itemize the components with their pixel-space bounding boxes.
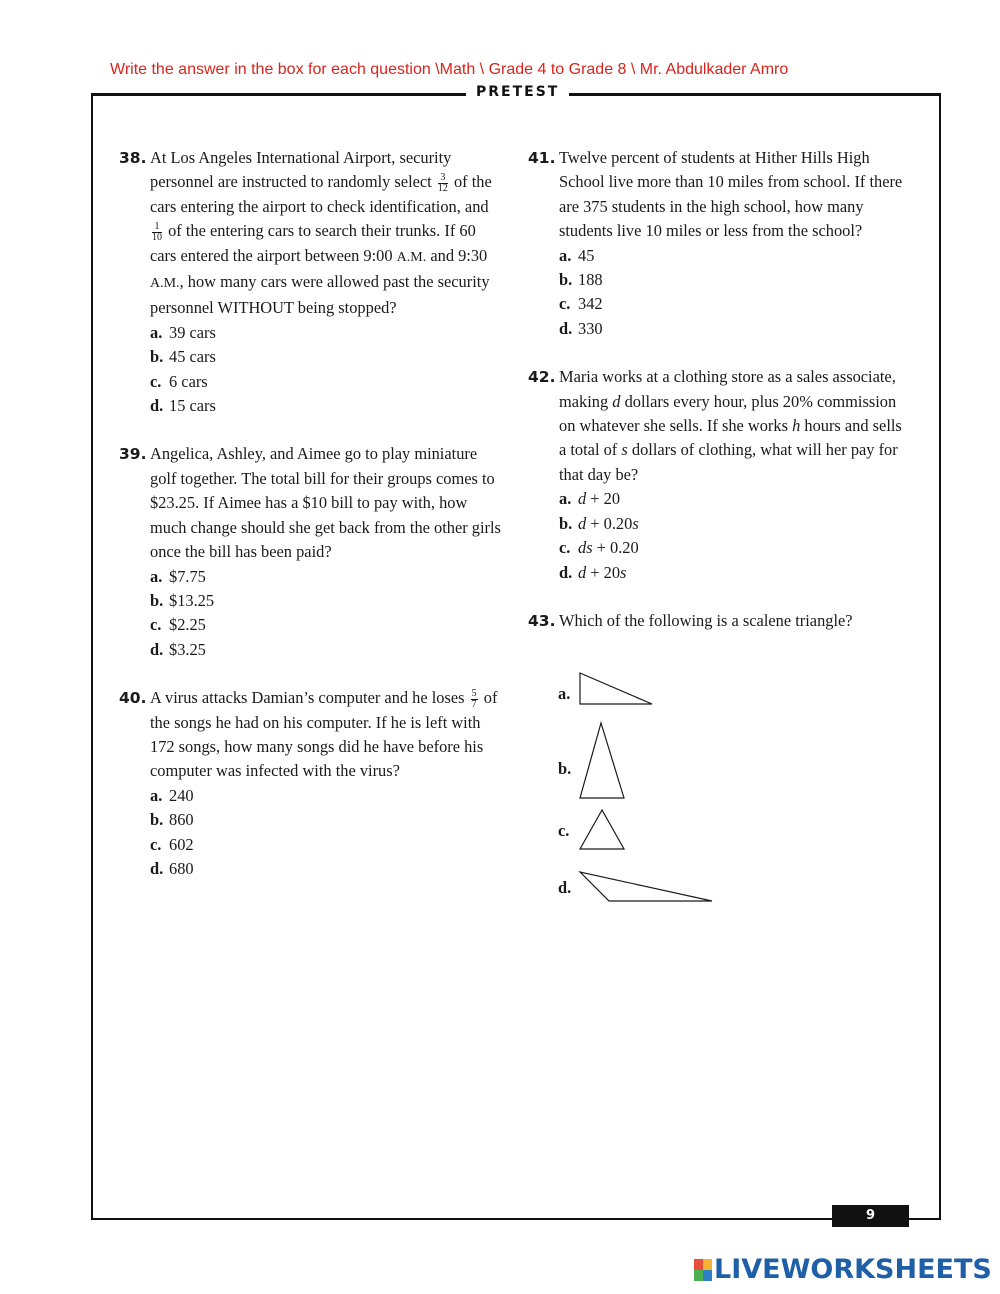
choice-c[interactable]: c. ds + 0.20 (559, 538, 639, 558)
question-number: 42. (528, 368, 556, 387)
question-number: 40. (119, 689, 147, 708)
choice-a[interactable]: a. 45 (559, 245, 595, 265)
fraction: $\frac{5}{7}$ (471, 687, 477, 710)
page-number: 9 (832, 1205, 909, 1227)
choice-a[interactable]: a. 39 cars (150, 322, 216, 342)
brand-name: LIVEWORKSHEETS (714, 1254, 992, 1285)
triangle-b (580, 723, 624, 798)
choice-b[interactable]: b. 188 (559, 270, 603, 290)
choice-d[interactable]: d. $3.25 (150, 639, 206, 659)
question-number: 41. (528, 149, 556, 167)
liveworksheets-logo (694, 1253, 992, 1287)
triangle-a (580, 673, 652, 704)
question-text: A virus attacks Damian’s computer and he loses $\frac{5}{7}$ of the songs he had on his computer. If he is left with 172 songs, how many songs did he have before his computer was infected with the virus? (150, 687, 498, 781)
fraction: $\frac{3}{12}$ (437, 172, 448, 195)
section-label: PRETEST (466, 84, 569, 100)
choice-c[interactable]: c. 602 (150, 834, 194, 854)
choice-b[interactable]: b. 45 cars (150, 347, 216, 367)
triangle-d (580, 872, 712, 901)
question-number: 38. (119, 149, 147, 167)
choice-c[interactable]: c. 342 (559, 294, 603, 314)
fraction: $\frac{1}{10}$ (152, 220, 162, 243)
choice-c[interactable]: c. 6 cars (150, 371, 208, 391)
question-text: At Los Angeles International Airport, security personnel are instructed to randomly select $\frac{3}{12}$ of the cars entering the airport to check identification, and $\frac{1}{10}$ of the entering cars to search their trunks. If 60 cars entered the airport between 9:00 A.M. and 9:30 A.M., how many cars were allowed past the security personnel WITHOUT being stopped? (150, 148, 492, 318)
question-number: 39. (119, 445, 147, 464)
triangle-c (580, 810, 624, 849)
question-text: Angelica, Ashley, and Aimee go to play miniature golf together. The total bill for their groups comes to $23.25. If Aimee has a $10 bill to pay with, how much change should she get back from the other girls once the bill has been paid? (150, 444, 501, 562)
choice-b[interactable]: b. $13.25 (150, 590, 215, 610)
choice-b[interactable]: b. 860 (150, 810, 194, 830)
choice-c[interactable]: c. (558, 821, 570, 840)
choice-d[interactable]: d. 680 (150, 858, 194, 878)
header-note: Write the answer in the box for each question \Math \ Grade 4 to Grade 8 \ Mr. Abdulkader Amro (110, 61, 789, 78)
question-text: Maria works at a clothing store as a sales associate, making d dollars every hour, plus 20% commission on whatever she sells. If she works h hours and sells a total of s dollars of clothing, what will her pay for that day be? (559, 367, 902, 484)
choice-a[interactable]: a. (558, 684, 571, 703)
choice-a[interactable]: a. 240 (150, 785, 194, 805)
choice-d[interactable]: d. d + 20s (559, 562, 627, 582)
question-text: Twelve percent of students at Hither Hills High School live more than 10 miles from school. If there are 375 students in the high school, how many students live 10 miles or less from the school? (559, 148, 903, 241)
choice-b[interactable]: b. d + 0.20s (559, 513, 639, 533)
question-text: Which of the following is a scalene triangle? (559, 610, 853, 630)
choice-a[interactable]: a. $7.75 (150, 566, 206, 586)
choice-c[interactable]: c. $2.25 (150, 615, 206, 635)
choice-d[interactable]: d. 15 cars (150, 396, 216, 416)
question-number: 43. (528, 611, 556, 630)
brand-blocks-icon (694, 1259, 712, 1281)
choice-b[interactable]: b. (558, 759, 572, 778)
choice-d[interactable]: d. (558, 878, 572, 897)
choice-a[interactable]: a. d + 20 (559, 489, 621, 509)
choice-d[interactable]: d. 330 (559, 318, 603, 338)
